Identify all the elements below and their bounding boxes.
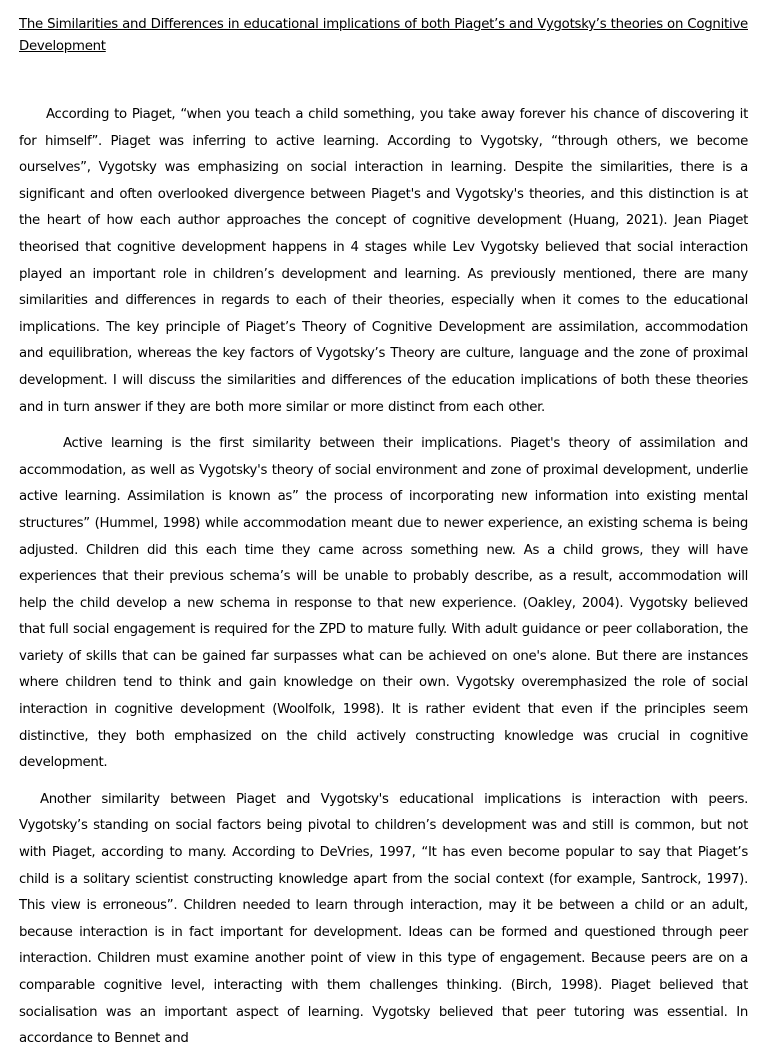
paragraph-peer-interaction: Another similarity between Piaget and Vygotsky's educational implications is interaction with peers. Vygotsky’s standing on social factors being pivotal to children’s development was and still is common, but not with Piaget, according to many. According to DeVries, 1997, “It has even become popular to say that Piaget’s child is a solitary scientist constructing knowledge apart from the social context (for example, Santrock, 1997). This view is erroneous”. Children needed to learn through interaction, may it be between a child or an adult, because interaction is in fact important for development. Ideas can be formed and questioned through peer interaction. Children must examine another point of view in this type of engagement. Because peers are on a comparable cognitive level, interacting with them challenges thinking. (Birch, 1998). Piaget believed that socialisation was an important aspect of learning. Vygotsky believed that peer tutoring was essential. In accordance to Bennet and [19, 791, 748, 1047]
paragraph-introduction: According to Piaget, “when you teach a child something, you take away forever his chance of discovering it for himself”. Piaget was inferring to active learning. According to Vygotsky, “through others, we become ourselves”, Vygotsky was emphasizing on social interaction in learning. Despite the similarities, there is a significant and often overlooked divergence between Piaget's and Vygotsky's theories, and this distinction is at the heart of how each author approaches the concept of cognitive development (Huang, 2021). Jean Piaget theorised that cognitive development happens in 4 stages while Lev Vygotsky believed that social interaction played an important role in children’s development and learning. As previously mentioned, there are many similarities and differences in regards to each of their theories, especially when it comes to the educational implications. The key principle of Piaget’s Theory of Cognitive Development are assimilation, accommodation and equilibration, whereas the key factors of Vygotsky’s Theory are culture, language and the zone of proximal development. I will discuss the similarities and differences of the education implications of both these theories and in turn answer if they are both more similar or more distinct from each other. [19, 107, 748, 415]
document-title: The Similarities and Differences in educational implications of both Piaget’s and Vygotsky’s theories on Cognitive Development [19, 17, 748, 54]
document-page [19, 14, 748, 1053]
paragraph-active-learning: Active learning is the first similarity between their implications. Piaget's theory of assimilation and accommodation, as well as Vygotsky's theory of social environment and zone of proximal development, underlie active learning. Assimilation is known as” the process of incorporating new information into existing mental structures” (Hummel, 1998) while accommodation meant due to newer experience, an existing schema is being adjusted. Children did this each time they came across something new. As a child grows, they will have experiences that their previous schema’s will be unable to probably describe, as a result, accommodation will help the child develop a new schema in response to that new experience. (Oakley, 2004). Vygotsky believed that full social engagement is required for the ZPD to mature fully. With adult guidance or peer collaboration, the variety of skills that can be gained far surpasses what can be achieved on one's alone. But there are instances where children tend to think and gain knowledge on their own. Vygotsky overemphasized the role of social interaction in cognitive development (Woolfolk, 1998). It is rather evident that even if the principles seem distinctive, they both emphasized on the child actively constructing knowledge was crucial in cognitive development. [19, 436, 748, 771]
